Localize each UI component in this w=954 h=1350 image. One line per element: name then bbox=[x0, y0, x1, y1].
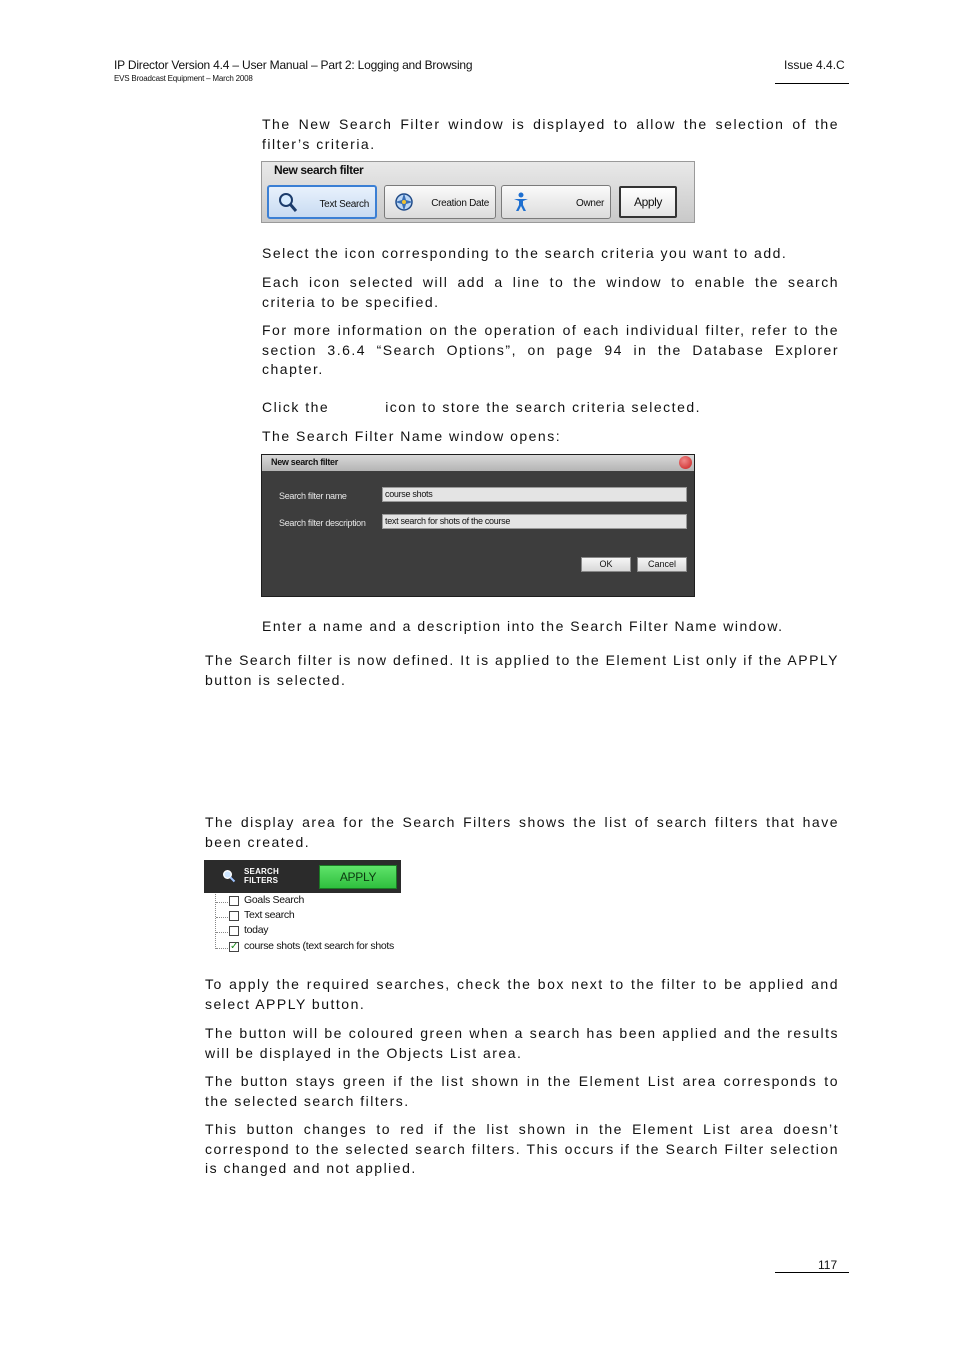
paragraph-apply-searches: To apply the required searches, check the box next to the filter to be applied and select APPLY button. bbox=[205, 976, 839, 1012]
paragraph-changes-red: This button changes to red if the list shown in the Element List area doesn’t correspond to the selected search filters. This occurs if the Search Filter selection is changed and not applied. bbox=[205, 1121, 839, 1176]
apply-button[interactable]: Apply bbox=[619, 186, 677, 218]
filter-label: course shots (text search for shots bbox=[244, 940, 394, 952]
owner-label: Owner bbox=[576, 198, 604, 209]
filter-label: Text search bbox=[244, 909, 295, 921]
creation-date-label: Creation Date bbox=[431, 198, 489, 209]
paragraph-display-area: The display area for the Search Filters shows the list of search filters that have been created. bbox=[205, 814, 839, 850]
paragraph-click-icon bbox=[262, 398, 839, 418]
filter-name-input[interactable]: course shots bbox=[382, 487, 687, 502]
magnifier-icon bbox=[277, 192, 299, 214]
filter-label: today bbox=[244, 924, 269, 936]
text-search-button[interactable] bbox=[267, 185, 377, 219]
search-filters-label bbox=[244, 867, 279, 885]
paragraph-coloured-green: The button will be coloured green when a search has been applied and the results will be displayed in the Objects List area. bbox=[205, 1025, 839, 1061]
paragraph-filter-defined: The Search filter is now defined. It is applied to the Element List only if the APPLY button is selected. bbox=[205, 652, 839, 688]
filter-checkbox[interactable] bbox=[229, 911, 239, 921]
filter-description-label: Search filter description bbox=[279, 518, 366, 528]
ok-button[interactable]: OK bbox=[581, 557, 631, 572]
close-icon[interactable] bbox=[679, 456, 692, 469]
header-subtitle: EVS Broadcast Equipment – March 2008 bbox=[114, 74, 253, 83]
click-the-text: Click the bbox=[262, 399, 330, 415]
dialog-titlebar bbox=[262, 455, 694, 471]
search-filters-label-line1: SEARCH bbox=[244, 867, 279, 876]
cancel-button[interactable]: Cancel bbox=[637, 557, 687, 572]
toolbar-title: New search filter bbox=[274, 163, 364, 177]
filter-label: Goals Search bbox=[244, 894, 305, 906]
search-icon bbox=[222, 869, 236, 883]
search-filter-name-dialog bbox=[261, 454, 695, 597]
clock-icon bbox=[393, 191, 415, 213]
owner-button[interactable] bbox=[501, 185, 611, 219]
paragraph-more-info: For more information on the operation of each individual filter, refer to the section 3.6.4 “Search Options”, on page 94 in the Database Explorer chapter. bbox=[262, 322, 839, 377]
creation-date-button[interactable] bbox=[384, 185, 496, 219]
paragraph-intro: The New Search Filter window is displayed to allow the selection of the filter’s criteria. bbox=[262, 116, 839, 152]
search-filter-list bbox=[215, 894, 415, 956]
dialog-title: New search filter bbox=[271, 457, 338, 467]
page-number: 117 bbox=[818, 1258, 838, 1272]
paragraph-enter-name: Enter a name and a description into the Search Filter Name window. bbox=[262, 618, 784, 634]
paragraph-each-icon: Each icon selected will add a line to the window to enable the search criteria to be specified. bbox=[262, 274, 839, 310]
filter-checkbox[interactable] bbox=[229, 896, 239, 906]
filter-description-input[interactable]: text search for shots of the course bbox=[382, 514, 687, 529]
header-rule bbox=[775, 83, 849, 84]
search-filters-label-line2: FILTERS bbox=[244, 876, 279, 885]
header-issue: Issue 4.4.C bbox=[784, 58, 845, 72]
search-filters-header bbox=[204, 860, 401, 893]
filter-name-label: Search filter name bbox=[279, 491, 347, 501]
filter-checkbox-checked[interactable]: ✓ bbox=[230, 941, 239, 952]
text-search-label: Text Search bbox=[319, 199, 369, 210]
paragraph-select-icon: Select the icon corresponding to the search criteria you want to add. bbox=[262, 245, 788, 261]
new-search-filter-toolbar bbox=[261, 161, 695, 223]
header-title: IP Director Version 4.4 – User Manual – Part 2: Logging and Browsing bbox=[114, 58, 473, 72]
paragraph-window-opens: The Search Filter Name window opens: bbox=[262, 428, 562, 444]
footer-rule bbox=[775, 1272, 849, 1273]
paragraph-stays-green: The button stays green if the list shown in the Element List area corresponds to the selected search filters. bbox=[205, 1073, 839, 1109]
person-icon bbox=[510, 191, 532, 213]
filter-checkbox[interactable] bbox=[229, 926, 239, 936]
apply-filters-button[interactable]: APPLY bbox=[319, 865, 397, 889]
store-criteria-text: icon to store the search criteria selected. bbox=[385, 399, 702, 415]
